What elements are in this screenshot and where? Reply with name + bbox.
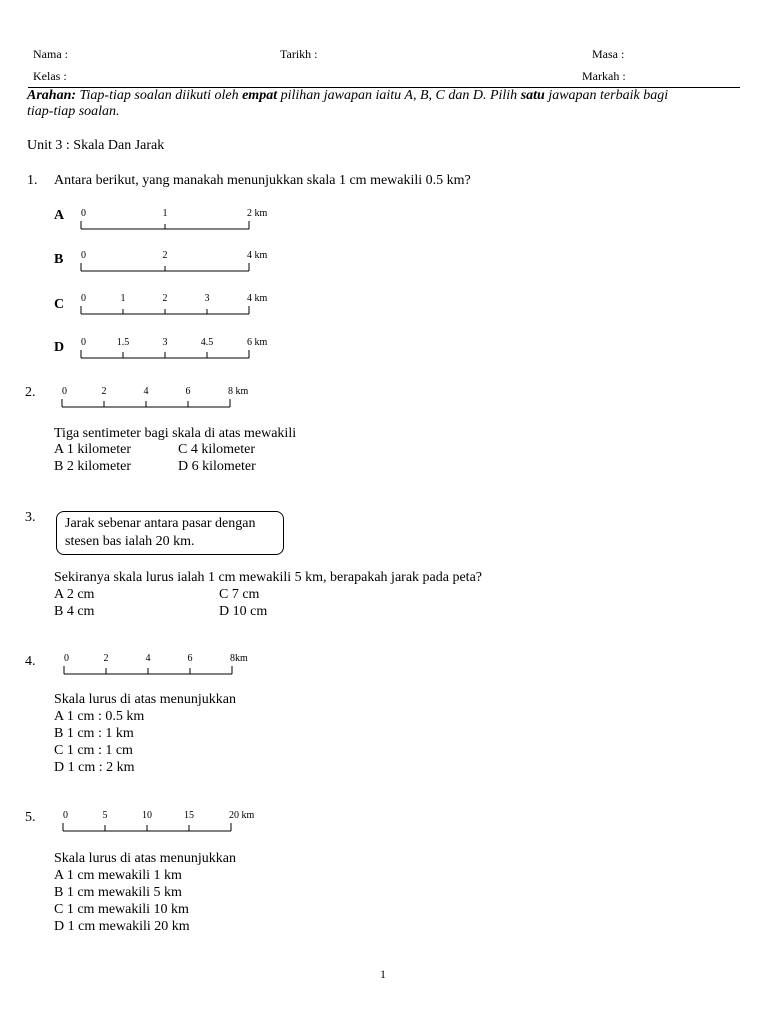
q1-option-letter: B [54, 252, 64, 267]
q1-number: 1. [27, 173, 38, 188]
q2-option-a[interactable]: A 1 kilometer [54, 442, 131, 457]
instruction-lead: Arahan: [27, 88, 77, 103]
nama-label: Nama : [33, 47, 68, 61]
scale-tick-label: 0 [81, 293, 86, 304]
scale-tick-label: 4 [145, 653, 151, 664]
scale-tick-label: 5 [102, 810, 108, 821]
unit-title: Unit 3 : Skala Dan Jarak [27, 138, 165, 153]
q4-scale [63, 652, 261, 678]
q3-number: 3. [25, 510, 36, 525]
scale-tick-label: 2 km [247, 208, 268, 219]
q5-option-d[interactable]: D 1 cm mewakili 20 km [54, 919, 190, 934]
scale-tick-label: 3 [204, 293, 210, 304]
q2-text: Tiga sentimeter bagi skala di atas mewakili [54, 426, 297, 441]
q3-option-b[interactable]: B 4 cm [54, 604, 95, 619]
scale-tick-label: 2 [162, 293, 168, 304]
q4-option-d[interactable]: D 1 cm : 2 km [54, 760, 135, 775]
q1-scale-a [80, 207, 278, 233]
scale-tick-label: 0 [81, 250, 86, 261]
scale-tick-label: 6 [185, 386, 191, 397]
q5-text: Skala lurus di atas menunjukkan [54, 851, 236, 866]
instruction-line1 [27, 88, 668, 103]
scale-tick-label: 15 [184, 810, 194, 821]
scale-tick-label: 2 [162, 250, 168, 261]
q1-scale-b [80, 249, 278, 275]
scale-tick-label: 8km [230, 653, 248, 664]
q1-option-letter: C [54, 297, 65, 312]
masa-label: Masa : [592, 47, 625, 61]
q2-option-d[interactable]: D 6 kilometer [178, 459, 256, 474]
q3-info-box [56, 511, 284, 555]
q5-option-b[interactable]: B 1 cm mewakili 5 km [54, 885, 182, 900]
scale-tick-label: 3 [162, 337, 168, 348]
scale-tick-label: 1.5 [116, 337, 130, 348]
q5-number: 5. [25, 810, 36, 825]
q1-scale-c [80, 292, 278, 318]
scale-bar-svg [63, 652, 261, 678]
scale-bar-svg [80, 292, 278, 318]
q1-scale-d [80, 336, 278, 362]
q4-number: 4. [25, 654, 36, 669]
scale-bar-svg [62, 809, 260, 835]
q5-option-a[interactable]: A 1 cm mewakili 1 km [54, 868, 182, 883]
scale-tick-label: 2 [103, 653, 109, 664]
q2-number: 2. [25, 385, 36, 400]
q4-option-a[interactable]: A 1 cm : 0.5 km [54, 709, 145, 724]
instruction-bold1: empat [242, 88, 278, 103]
q2-option-c[interactable]: C 4 kilometer [178, 442, 255, 457]
q4-text: Skala lurus di atas menunjukkan [54, 692, 236, 707]
scale-tick-label: 0 [63, 810, 68, 821]
scale-bar-svg [61, 385, 259, 411]
instruction-bold2: satu [520, 88, 545, 103]
scale-tick-label: 6 [187, 653, 193, 664]
page-number: 1 [380, 967, 386, 981]
scale-tick-label: 4.5 [200, 337, 214, 348]
q5-scale [62, 809, 260, 835]
scale-tick-label: 20 km [229, 810, 255, 821]
scale-tick-label: 1 [162, 208, 168, 219]
scale-tick-label: 8 km [228, 386, 249, 397]
scale-tick-label: 0 [64, 653, 69, 664]
q4-option-c[interactable]: C 1 cm : 1 cm [54, 743, 133, 758]
scale-tick-label: 1 [120, 293, 126, 304]
q3-option-c[interactable]: C 7 cm [219, 587, 260, 602]
q5-option-c[interactable]: C 1 cm mewakili 10 km [54, 902, 189, 917]
scale-tick-label: 4 km [247, 293, 268, 304]
scale-tick-label: 6 km [247, 337, 268, 348]
instruction-line2: tiap-tiap soalan. [27, 104, 120, 119]
q1-option-letter: D [54, 340, 65, 355]
scale-bar-svg [80, 249, 278, 275]
q3-option-a[interactable]: A 2 cm [54, 587, 95, 602]
q1-option-letter: A [54, 208, 65, 223]
q3-option-d[interactable]: D 10 cm [219, 604, 268, 619]
scale-bar-svg [80, 207, 278, 233]
scale-tick-label: 4 km [247, 250, 268, 261]
q3-box-line1: Jarak sebenar antara pasar dengan [65, 516, 256, 531]
scale-bar-svg [80, 336, 278, 362]
q4-option-b[interactable]: B 1 cm : 1 km [54, 726, 134, 741]
q2-option-b[interactable]: B 2 kilometer [54, 459, 131, 474]
instruction-part2: pilihan jawapan iaitu A, B, C dan D. Pilih [277, 88, 521, 103]
scale-tick-label: 10 [142, 810, 152, 821]
q2-scale [61, 385, 259, 411]
q1-text: Antara berikut, yang manakah menunjukkan skala 1 cm mewakili 0.5 km? [54, 173, 471, 188]
scale-tick-label: 0 [81, 208, 86, 219]
instruction-part1: Tiap-tiap soalan diikuti oleh [76, 88, 243, 103]
scale-tick-label: 0 [81, 337, 86, 348]
instruction-part3: jawapan terbaik bagi [544, 88, 669, 103]
markah-label: Markah : [582, 69, 626, 83]
q3-text: Sekiranya skala lurus ialah 1 cm mewakili 5 km, berapakah jarak pada peta? [54, 570, 482, 585]
scale-tick-label: 0 [62, 386, 67, 397]
scale-tick-label: 2 [101, 386, 107, 397]
kelas-label: Kelas : [33, 69, 67, 83]
q3-box-line2: stesen bas ialah 20 km. [65, 534, 195, 549]
tarikh-label: Tarikh : [280, 47, 318, 61]
scale-tick-label: 4 [143, 386, 149, 397]
